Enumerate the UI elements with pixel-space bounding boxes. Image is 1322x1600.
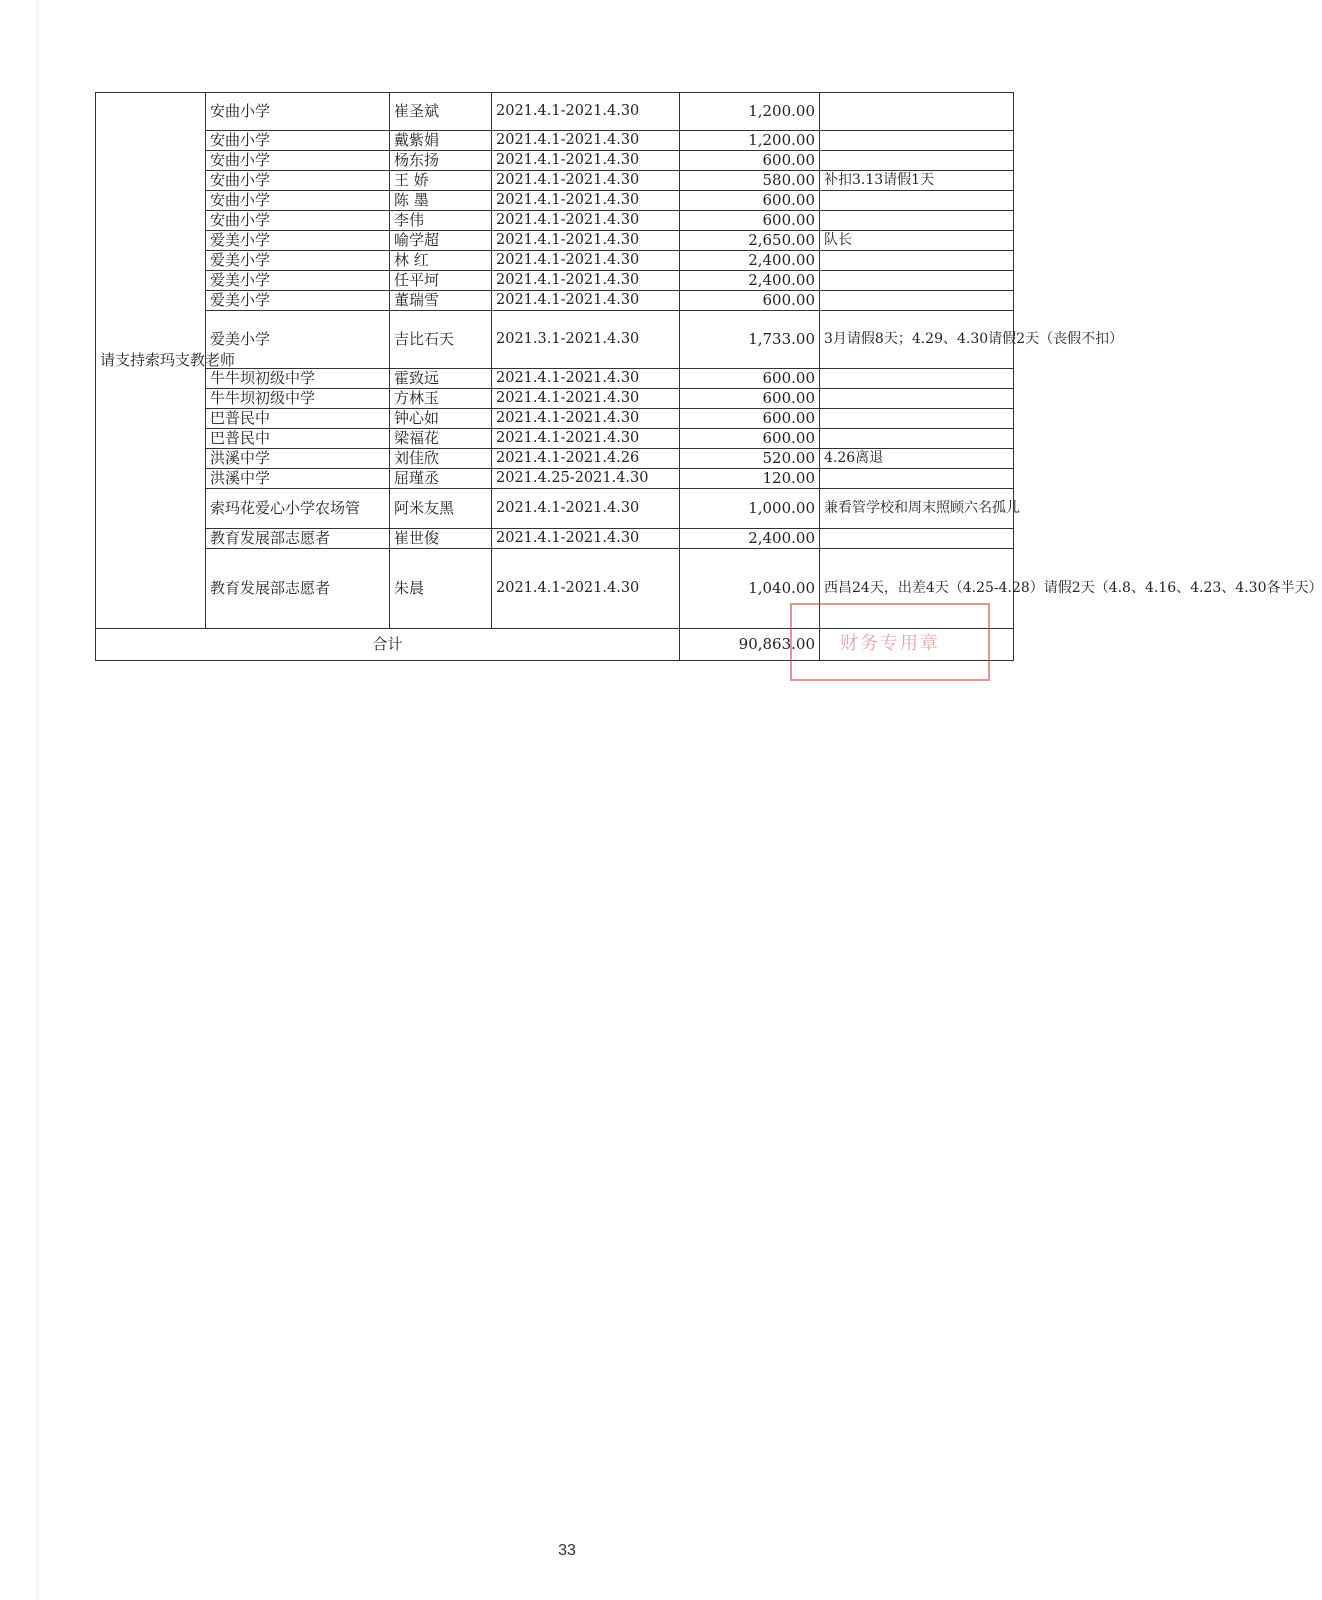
school-cell: 爱美小学: [206, 251, 390, 271]
page-number: 33: [558, 1542, 576, 1559]
school-cell: 安曲小学: [206, 131, 390, 151]
school-cell: 安曲小学: [206, 93, 390, 131]
school-cell: 安曲小学: [206, 151, 390, 171]
note-cell: [820, 251, 1014, 271]
name-cell: 梁福花: [390, 429, 492, 449]
note-cell: [820, 429, 1014, 449]
period-cell: 2021.4.1-2021.4.30: [492, 251, 680, 271]
total-note-cell: [820, 629, 1014, 661]
note-cell: 4.26离退: [820, 449, 1014, 469]
table-row: [96, 251, 1014, 271]
name-cell: 刘佳欣: [390, 449, 492, 469]
note-cell: [820, 469, 1014, 489]
amount-cell: 1,000.00: [680, 489, 820, 529]
name-cell: 杨东扬: [390, 151, 492, 171]
table-row: [96, 489, 1014, 529]
amount-cell: 1,200.00: [680, 131, 820, 151]
period-cell: 2021.4.1-2021.4.30: [492, 529, 680, 549]
scan-edge: [36, 0, 40, 1600]
table-row: [96, 469, 1014, 489]
total-row: [96, 629, 1014, 661]
table-row: [96, 171, 1014, 191]
table-row: [96, 211, 1014, 231]
school-cell: 洪溪中学: [206, 449, 390, 469]
amount-cell: 120.00: [680, 469, 820, 489]
note-cell: 兼看管学校和周末照顾六名孤儿: [820, 489, 1014, 529]
name-cell: 霍致远: [390, 369, 492, 389]
name-cell: 方林玉: [390, 389, 492, 409]
period-cell: 2021.4.1-2021.4.30: [492, 211, 680, 231]
name-cell: 阿米友黑: [390, 489, 492, 529]
period-cell: 2021.4.1-2021.4.30: [492, 429, 680, 449]
name-cell: 戴紫娟: [390, 131, 492, 151]
note-cell: 补扣3.13请假1天: [820, 171, 1014, 191]
name-cell: 崔圣斌: [390, 93, 492, 131]
note-cell: [820, 271, 1014, 291]
category-cell: 请支持索玛支教老师: [96, 93, 206, 629]
table-row: [96, 271, 1014, 291]
table-row: [96, 231, 1014, 251]
period-cell: 2021.4.1-2021.4.30: [492, 489, 680, 529]
school-cell: 安曲小学: [206, 191, 390, 211]
school-cell: 爱美小学: [206, 311, 390, 369]
note-cell: 3月请假8天；4.29、4.30请假2天（丧假不扣）: [820, 311, 1014, 369]
note-cell: [820, 191, 1014, 211]
total-amount: 90,863.00: [680, 629, 820, 661]
amount-cell: 1,733.00: [680, 311, 820, 369]
school-cell: 教育发展部志愿者: [206, 529, 390, 549]
school-cell: 安曲小学: [206, 211, 390, 231]
period-cell: 2021.4.1-2021.4.30: [492, 549, 680, 629]
period-cell: 2021.4.25-2021.4.30: [492, 469, 680, 489]
note-cell: [820, 131, 1014, 151]
amount-cell: 580.00: [680, 171, 820, 191]
period-cell: 2021.4.1-2021.4.30: [492, 369, 680, 389]
table-row: [96, 529, 1014, 549]
period-cell: 2021.4.1-2021.4.30: [492, 271, 680, 291]
school-cell: 爱美小学: [206, 231, 390, 251]
school-cell: 牛牛坝初级中学: [206, 369, 390, 389]
amount-cell: 600.00: [680, 151, 820, 171]
table-row: [96, 151, 1014, 171]
amount-cell: 600.00: [680, 291, 820, 311]
period-cell: 2021.4.1-2021.4.30: [492, 131, 680, 151]
expense-table: [95, 92, 1322, 661]
amount-cell: 600.00: [680, 211, 820, 231]
name-cell: 屈瑾丞: [390, 469, 492, 489]
amount-cell: 600.00: [680, 191, 820, 211]
amount-cell: 1,040.00: [680, 549, 820, 629]
period-cell: 2021.4.1-2021.4.30: [492, 389, 680, 409]
note-cell: [820, 93, 1014, 131]
period-cell: 2021.3.1-2021.4.30: [492, 311, 680, 369]
name-cell: 林 红: [390, 251, 492, 271]
name-cell: 陈 墨: [390, 191, 492, 211]
name-cell: 任平坷: [390, 271, 492, 291]
table-row: [96, 93, 1014, 131]
table-row: [96, 131, 1014, 151]
school-cell: 巴普民中: [206, 429, 390, 449]
table-row: [96, 449, 1014, 469]
amount-cell: 2,650.00: [680, 231, 820, 251]
school-cell: 索玛花爱心小学农场管: [206, 489, 390, 529]
amount-cell: 2,400.00: [680, 529, 820, 549]
school-cell: 巴普民中: [206, 409, 390, 429]
note-cell: 队长: [820, 231, 1014, 251]
name-cell: 王 娇: [390, 171, 492, 191]
note-cell: [820, 529, 1014, 549]
table-row: [96, 191, 1014, 211]
school-cell: 洪溪中学: [206, 469, 390, 489]
school-cell: 教育发展部志愿者: [206, 549, 390, 629]
name-cell: 朱晨: [390, 549, 492, 629]
name-cell: 崔世俊: [390, 529, 492, 549]
name-cell: 董瑞雪: [390, 291, 492, 311]
period-cell: 2021.4.1-2021.4.30: [492, 191, 680, 211]
period-cell: 2021.4.1-2021.4.30: [492, 409, 680, 429]
note-cell: [820, 211, 1014, 231]
name-cell: 钟心如: [390, 409, 492, 429]
table-row: [96, 389, 1014, 409]
period-cell: 2021.4.1-2021.4.26: [492, 449, 680, 469]
table-row: [96, 549, 1014, 629]
period-cell: 2021.4.1-2021.4.30: [492, 291, 680, 311]
period-cell: 2021.4.1-2021.4.30: [492, 151, 680, 171]
school-cell: 安曲小学: [206, 171, 390, 191]
table-row: [96, 409, 1014, 429]
amount-cell: 1,200.00: [680, 93, 820, 131]
note-cell: [820, 369, 1014, 389]
total-label: 合计: [96, 629, 680, 661]
amount-cell: 600.00: [680, 369, 820, 389]
table-row: [96, 369, 1014, 389]
note-cell: 西昌24天，出差4天（4.25-4.28）请假2天（4.8、4.16、4.23、4.30各半天）: [820, 549, 1014, 629]
note-cell: [820, 291, 1014, 311]
note-cell: [820, 151, 1014, 171]
table-row: [96, 429, 1014, 449]
note-cell: [820, 409, 1014, 429]
amount-cell: 600.00: [680, 409, 820, 429]
name-cell: 喻学超: [390, 231, 492, 251]
name-cell: 李伟: [390, 211, 492, 231]
table-row: [96, 291, 1014, 311]
stamp-text: 财务专用章: [840, 633, 940, 654]
period-cell: 2021.4.1-2021.4.30: [492, 231, 680, 251]
amount-cell: 2,400.00: [680, 271, 820, 291]
period-cell: 2021.4.1-2021.4.30: [492, 93, 680, 131]
name-cell: 吉比石天: [390, 311, 492, 369]
amount-cell: 2,400.00: [680, 251, 820, 271]
amount-cell: 600.00: [680, 389, 820, 409]
amount-cell: 520.00: [680, 449, 820, 469]
school-cell: 爱美小学: [206, 271, 390, 291]
school-cell: 爱美小学: [206, 291, 390, 311]
amount-cell: 600.00: [680, 429, 820, 449]
school-cell: 牛牛坝初级中学: [206, 389, 390, 409]
period-cell: 2021.4.1-2021.4.30: [492, 171, 680, 191]
note-cell: [820, 389, 1014, 409]
